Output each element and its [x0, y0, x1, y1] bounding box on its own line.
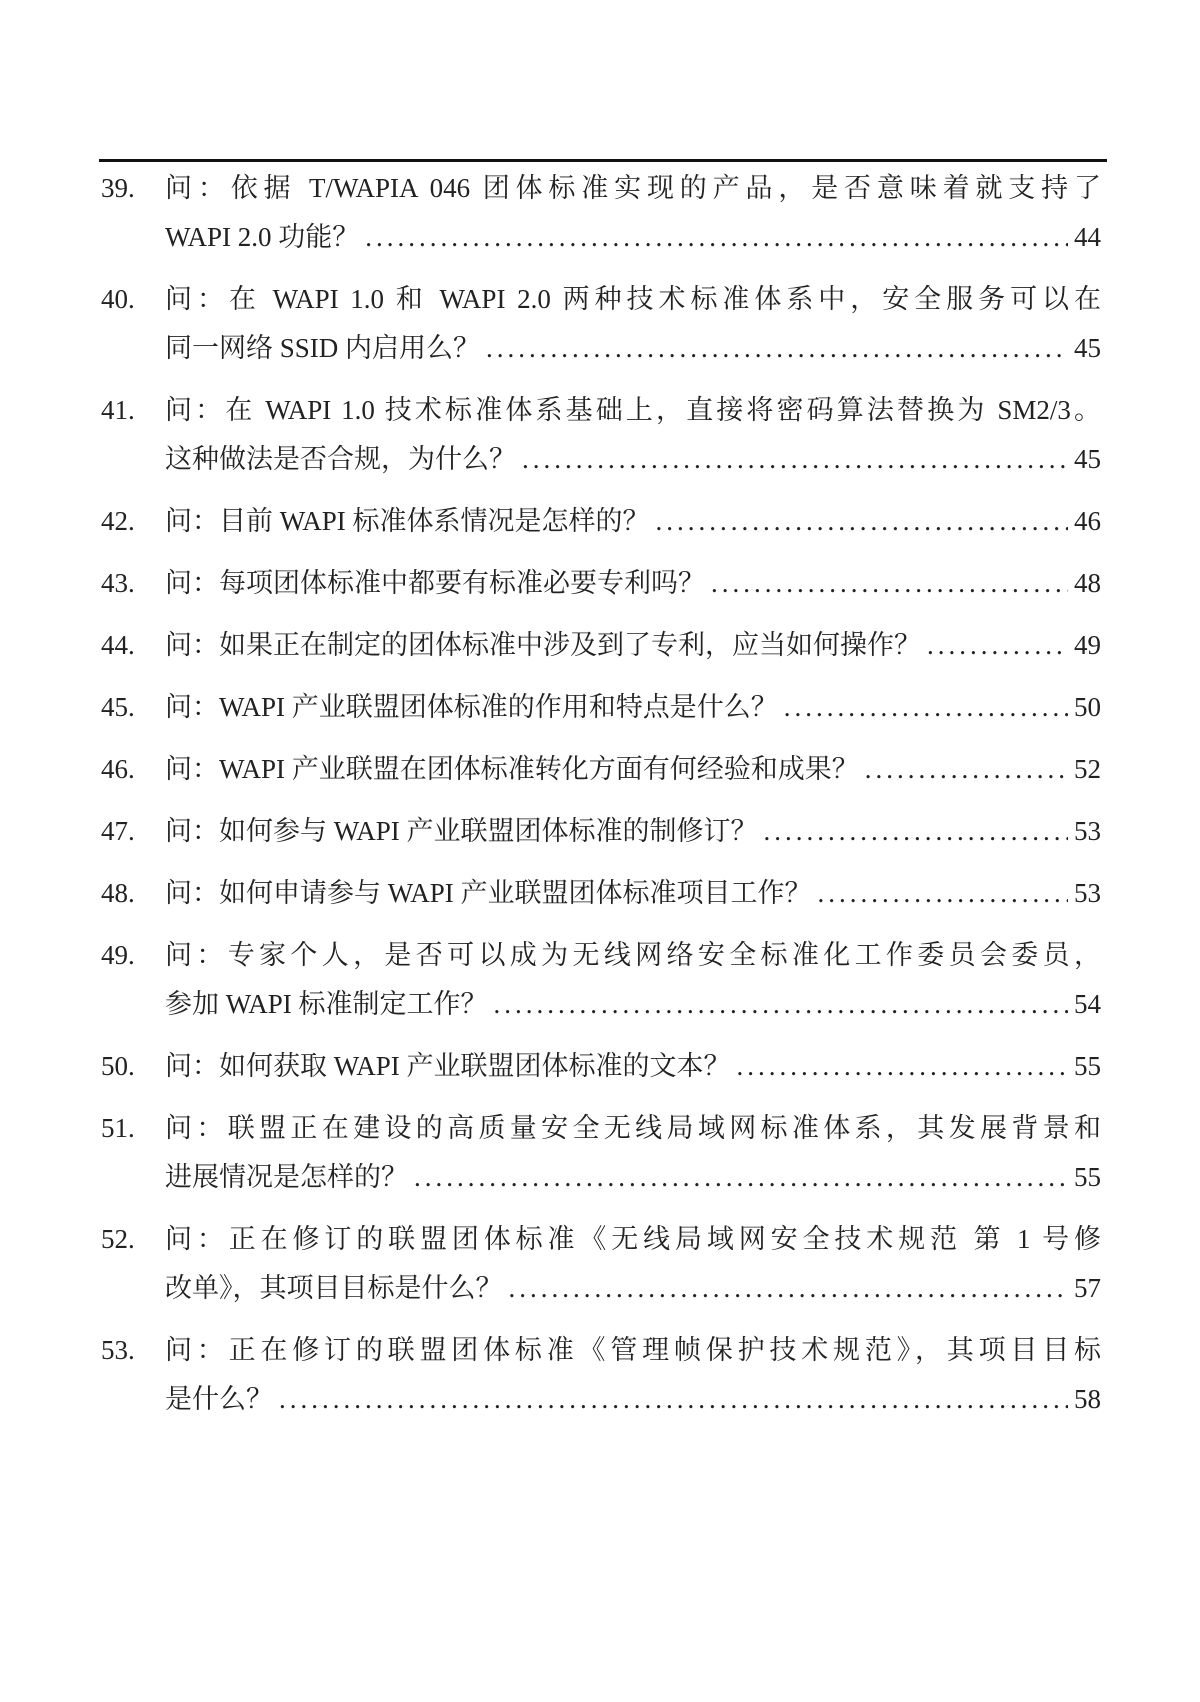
entry-title-line: 问：如何参与 WAPI 产业联盟团体标准的制修订？: [165, 816, 758, 846]
entry-number: 49.: [101, 940, 135, 970]
entry-number: 52.: [101, 1224, 135, 1254]
entry-number: 46.: [101, 754, 135, 784]
toc-entry[interactable]: [99, 1042, 1101, 1091]
dot-leader: [486, 324, 1068, 373]
toc-entry[interactable]: [99, 621, 1101, 670]
entry-title-line: 问：每项团体标准中都要有标准必要专利吗？: [165, 568, 705, 598]
dot-leader: [365, 213, 1068, 262]
page-number[interactable]: 57: [1074, 1273, 1101, 1303]
entry-number: 40.: [101, 284, 135, 314]
entry-number: 53.: [101, 1335, 135, 1365]
entry-number: 47.: [101, 816, 135, 846]
page-number[interactable]: 45: [1074, 444, 1101, 474]
entry-title-line: 进展情况是怎样的？: [165, 1162, 408, 1192]
dot-leader: [865, 745, 1068, 794]
dot-leader: [711, 559, 1068, 608]
entry-title-line: WAPI 2.0 功能？: [165, 222, 360, 252]
dot-leader: [784, 683, 1068, 732]
entry-number: 39.: [101, 173, 135, 203]
page-number[interactable]: 55: [1074, 1051, 1101, 1081]
toc-entry[interactable]: [99, 497, 1101, 546]
entry-title-line: 问：如何获取 WAPI 产业联盟团体标准的文本？: [165, 1051, 731, 1081]
dot-leader: [927, 621, 1068, 670]
entry-title-line: 问：正在修订的联盟团体标准《无线局域网安全技术规范 第 1 号修: [165, 1224, 1101, 1254]
dot-leader: [494, 980, 1069, 1029]
page-number[interactable]: 49: [1074, 630, 1101, 660]
entry-title-line: 问：WAPI 产业联盟在团体标准转化方面有何经验和成果？: [165, 754, 859, 784]
page-number[interactable]: 52: [1074, 754, 1101, 784]
dot-leader: [764, 807, 1069, 856]
toc-entry[interactable]: [99, 559, 1101, 608]
entry-title-line: 问：如果正在制定的团体标准中涉及到了专利，应当如何操作？: [165, 630, 921, 660]
page-number[interactable]: 53: [1074, 878, 1101, 908]
dot-leader: [656, 497, 1069, 546]
page-number[interactable]: 50: [1074, 692, 1101, 722]
entry-title-line: 问：正在修订的联盟团体标准《管理帧保护技术规范》，其项目目标: [165, 1335, 1101, 1365]
entry-number: 42.: [101, 506, 135, 536]
entry-title-line: 同一网络 SSID 内启用么？: [165, 333, 481, 363]
toc-entry[interactable]: [99, 386, 1101, 484]
toc-entry[interactable]: [99, 164, 1101, 262]
page-number[interactable]: 54: [1074, 989, 1101, 1019]
entry-title-line: 问：依据 T/WAPIA 046 团体标准实现的产品，是否意味着就支持了: [165, 173, 1101, 203]
entry-number: 48.: [101, 878, 135, 908]
header-rule: [99, 159, 1107, 162]
toc-entry[interactable]: [99, 869, 1101, 918]
page-number[interactable]: 53: [1074, 816, 1101, 846]
page-number[interactable]: 44: [1074, 222, 1101, 252]
dot-leader: [509, 1264, 1069, 1313]
page-number[interactable]: 46: [1074, 506, 1101, 536]
entry-number: 43.: [101, 568, 135, 598]
toc-entry[interactable]: [99, 275, 1101, 373]
entry-title-line: 改单》，其项目目标是什么？: [165, 1273, 503, 1303]
entry-title-line: 问：专家个人，是否可以成为无线网络安全标准化工作委员会委员，: [165, 940, 1101, 970]
dot-leader: [414, 1153, 1068, 1202]
toc-entry[interactable]: [99, 807, 1101, 856]
entry-title-line: 是什么？: [165, 1384, 273, 1414]
entry-number: 51.: [101, 1113, 135, 1143]
entry-title-line: 问：在 WAPI 1.0 和 WAPI 2.0 两种技术标准体系中，安全服务可以在: [165, 284, 1101, 314]
toc-entry[interactable]: [99, 1326, 1101, 1424]
entry-title-line: 参加 WAPI 标准制定工作？: [165, 989, 488, 1019]
entry-number: 41.: [101, 395, 135, 425]
entry-number: 45.: [101, 692, 135, 722]
page-number[interactable]: 48: [1074, 568, 1101, 598]
dot-leader: [279, 1375, 1068, 1424]
toc-entry[interactable]: [99, 745, 1101, 794]
entry-title-line: 问：如何申请参与 WAPI 产业联盟团体标准项目工作？: [165, 878, 812, 908]
toc-entry[interactable]: [99, 931, 1101, 1029]
dot-leader: [818, 869, 1069, 918]
toc-entry[interactable]: [99, 1215, 1101, 1313]
page-number[interactable]: 45: [1074, 333, 1101, 363]
dot-leader: [522, 435, 1068, 484]
entry-title-line: 问：WAPI 产业联盟团体标准的作用和特点是什么？: [165, 692, 778, 722]
entry-title-line: 问：在 WAPI 1.0 技术标准体系基础上，直接将密码算法替换为 SM2/3。: [165, 395, 1101, 425]
page-number[interactable]: 55: [1074, 1162, 1101, 1192]
table-of-contents: [99, 164, 1101, 1437]
entry-title-line: 这种做法是否合规，为什么？: [165, 444, 516, 474]
entry-number: 50.: [101, 1051, 135, 1081]
entry-title-line: 问：联盟正在建设的高质量安全无线局域网标准体系，其发展背景和: [165, 1113, 1101, 1143]
toc-entry[interactable]: [99, 1104, 1101, 1202]
toc-entry[interactable]: [99, 683, 1101, 732]
entry-number: 44.: [101, 630, 135, 660]
dot-leader: [737, 1042, 1069, 1091]
entry-title-line: 问：目前 WAPI 标准体系情况是怎样的？: [165, 506, 650, 536]
page-number[interactable]: 58: [1074, 1384, 1101, 1414]
